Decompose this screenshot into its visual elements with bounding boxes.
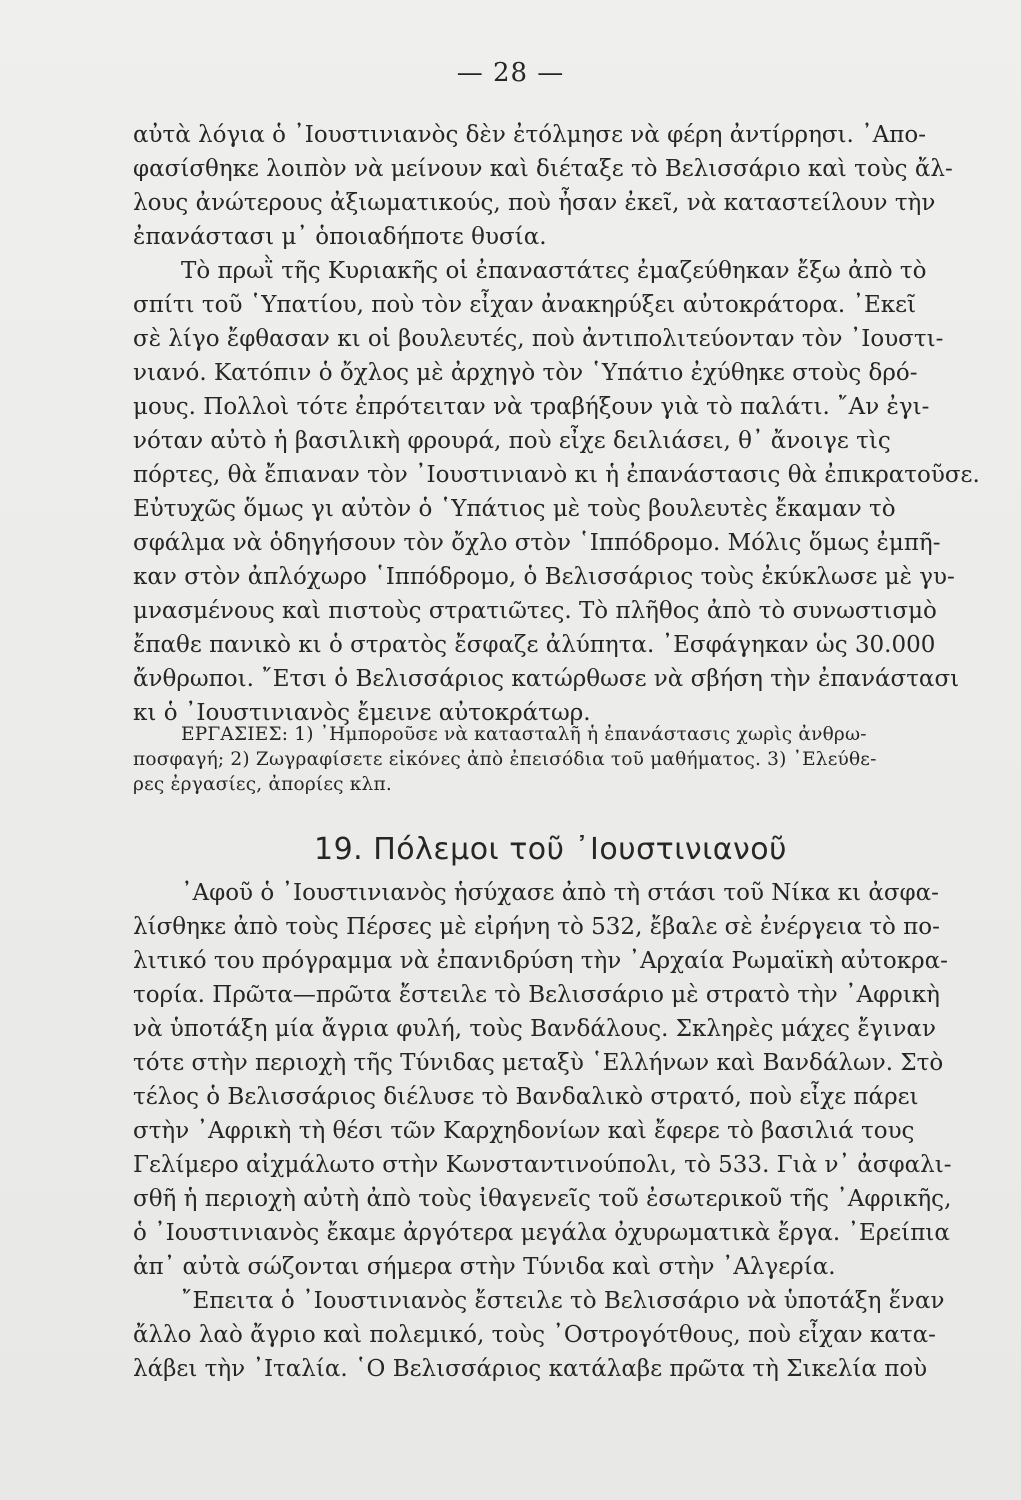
text-line: τότε στὴν περιοχὴ τῆς Τύνιδας μεταξὺ ῾Ελλήνων καὶ Βανδάλων. Στὸ (133, 1050, 944, 1076)
text-line: ὁ ᾿Ιουστινιανὸς ἔκαμε ἀργότερα μεγάλα ὀχυρωματικὰ ἔργα. ᾿Ερείπια (133, 1220, 950, 1246)
text-line: λίσθηκε ἀπὸ τοὺς Πέρσες μὲ εἰρήνη τὸ 532, ἔβαλε σὲ ἐνέργεια τὸ πο- (133, 914, 940, 940)
text-line: ἔπαθε πανικὸ κι ὁ στρατὸς ἔσφαζε ἀλύπητα. ᾿Εσφάγηκαν ὡς 30.000 (133, 632, 936, 658)
text-line: λιτικό του πρόγραμμα νὰ ἐπανιδρύση τὴν ᾿Αρχαία Ρωμαϊκὴ αὐτοκρα- (133, 948, 948, 974)
text-line: νόταν αὐτὸ ἡ βασιλικὴ φρουρά, ποὺ εἶχε δειλιάσει, θ᾿ ἄνοιγε τὶς (133, 428, 891, 454)
text-line: ἐπανάστασι μ᾿ ὁποιαδήποτε θυσία. (133, 224, 547, 250)
text-line: πόρτες, θὰ ἔπιαναν τὸν ᾿Ιουστινιανὸ κι ἡ ἐπανάστασις θὰ ἐπικρατοῦσε. (133, 462, 980, 488)
text-line: ἄλλο λαὸ ἄγριο καὶ πολεμικό, τοὺς ᾿Οστρογότθους, ποὺ εἶχαν κατα- (133, 1322, 936, 1348)
text-line: μνασμένους καὶ πιστοὺς στρατιῶτες. Τὸ πλῆθος ἀπὸ τὸ συνωστισμὸ (133, 598, 937, 624)
paragraph-sunday-revolt (133, 254, 1021, 730)
text-line: αὐτὰ λόγια ὁ ᾿Ιουστινιανὸς δὲν ἐτόλμησε νὰ φέρη ἀντίρρησι. ᾿Απο- (133, 122, 927, 148)
text-line: νιανό. Κατόπιν ὁ ὄχλος μὲ ἀρχηγὸ τὸν ῾Υπάτιο ἐχύθηκε στοὺς δρό- (133, 360, 918, 386)
page-number: — 28 — (456, 58, 565, 88)
text-line: ᾿Αφοῦ ὁ ᾿Ιουστινιανὸς ἡσύχασε ἀπὸ τὴ στάσι τοῦ Νίκα κι ἀσφα- (181, 880, 939, 906)
text-line: ῎Επειτα ὁ ᾿Ιουστινιανὸς ἔστειλε τὸ Βελισσάριο νὰ ὑποτάξη ἕναν (181, 1288, 945, 1314)
text-line: νὰ ὑποτάξη μία ἄγρια φυλή, τοὺς Βανδάλους. Σκληρὲς μάχες ἔγιναν (133, 1016, 936, 1042)
text-line: ἄνθρωποι. ῎Ετσι ὁ Βελισσάριος κατώρθωσε νὰ σβήση τὴν ἐπανάστασι (133, 666, 960, 692)
text-block-top (133, 118, 1021, 730)
exercises-block (133, 722, 1003, 797)
text-line: κι ὁ ᾿Ιουστινιανὸς ἔμεινε αὐτοκράτωρ. (133, 700, 591, 726)
text-line: τορία. Πρῶτα—πρῶτα ἔστειλε τὸ Βελισσάριο μὲ στρατὸ τὴν ᾿Αφρικὴ (133, 982, 940, 1008)
text-line: Τὸ πρωῒ τῆς Κυριακῆς οἱ ἐπαναστάτες ἐμαζεύθηκαν ἔξω ἀπὸ τὸ (181, 258, 927, 284)
text-line: καν στὸν ἀπλόχωρο ῾Ιππόδρομο, ὁ Βελισσάριος τοὺς ἐκύκλωσε μὲ γυ- (133, 564, 955, 590)
paragraph-continuation (133, 118, 1021, 254)
exercises-line: ΕΡΓΑΣΙΕΣ: 1) ᾿Ημποροῦσε νὰ κατασταλῆ ἡ ἐπανάστασις χωρὶς ἀνθρω- (181, 724, 867, 745)
text-line: Εὐτυχῶς ὅμως γι αὐτὸν ὁ ῾Υπάτιος μὲ τοὺς βουλευτὲς ἔκαμαν τὸ (133, 496, 896, 522)
text-line: Γελίμερο αἰχμάλωτο στὴν Κωνσταντινούπολι, τὸ 533. Γιὰ ν᾿ ἀσφαλι- (133, 1152, 952, 1178)
paragraph-ostrogoth-war (133, 1284, 1021, 1386)
text-line: ἀπ᾿ αὐτὰ σώζονται σήμερα στὴν Τύνιδα καὶ στὴν ᾿Αλγερία. (133, 1254, 836, 1280)
paragraph-vandal-war (133, 876, 1021, 1284)
text-block-bottom (133, 876, 1021, 1386)
text-line: σφάλμα νὰ ὁδηγήσουν τὸν ὄχλο στὸν ῾Ιππόδρομο. Μόλις ὅμως ἐμπῆ- (133, 530, 941, 556)
text-line: σὲ λίγο ἔφθασαν κι οἱ βουλευτές, ποὺ ἀντιπολιτεύονταν τὸν ᾿Ιουστι- (133, 326, 944, 352)
text-line: σπίτι τοῦ ῾Υπατίου, ποὺ τὸν εἶχαν ἀνακηρύξει αὐτοκράτορα. ᾿Εκεῖ (133, 292, 917, 318)
exercises-line: ρες ἐργασίες, ἀπορίες κλπ. (133, 774, 392, 795)
text-line: λάβει τὴν ᾿Ιταλία. ῾Ο Βελισσάριος κατάλαβε πρῶτα τὴ Σικελία ποὺ (133, 1356, 928, 1382)
text-line: λους ἀνώτερους ἀξιωματικούς, ποὺ ἦσαν ἐκεῖ, νὰ καταστείλουν τὴν (133, 190, 936, 216)
section-heading: 19. Πόλεμοι τοῦ ᾿Ιουστινιανοῦ (313, 832, 787, 867)
text-line: στὴν ᾿Αφρικὴ τὴ θέσι τῶν Καρχηδονίων καὶ ἔφερε τὸ βασιλιά τους (133, 1118, 915, 1144)
text-line: μους. Πολλοὶ τότε ἐπρότειταν νὰ τραβήξουν γιὰ τὸ παλάτι. ῎Αν ἐγι- (133, 394, 930, 420)
exercises-line: ποσφαγή; 2) Ζωγραφίσετε εἰκόνες ἀπὸ ἐπεισόδια τοῦ μαθήματος. 3) ᾿Ελεύθε- (133, 749, 877, 770)
text-line: φασίσθηκε λοιπὸν νὰ μείνουν καὶ διέταξε τὸ Βελισσάριο καὶ τοὺς ἄλ- (133, 156, 953, 182)
text-line: τέλος ὁ Βελισσάριος διέλυσε τὸ Βανδαλικὸ στρατό, ποὺ εἶχε πάρει (133, 1084, 919, 1110)
text-line: σθῆ ἡ περιοχὴ αὐτὴ ἀπὸ τοὺς ἰθαγενεῖς τοῦ ἐσωτερικοῦ τῆς ᾿Αφρικῆς, (133, 1186, 952, 1212)
